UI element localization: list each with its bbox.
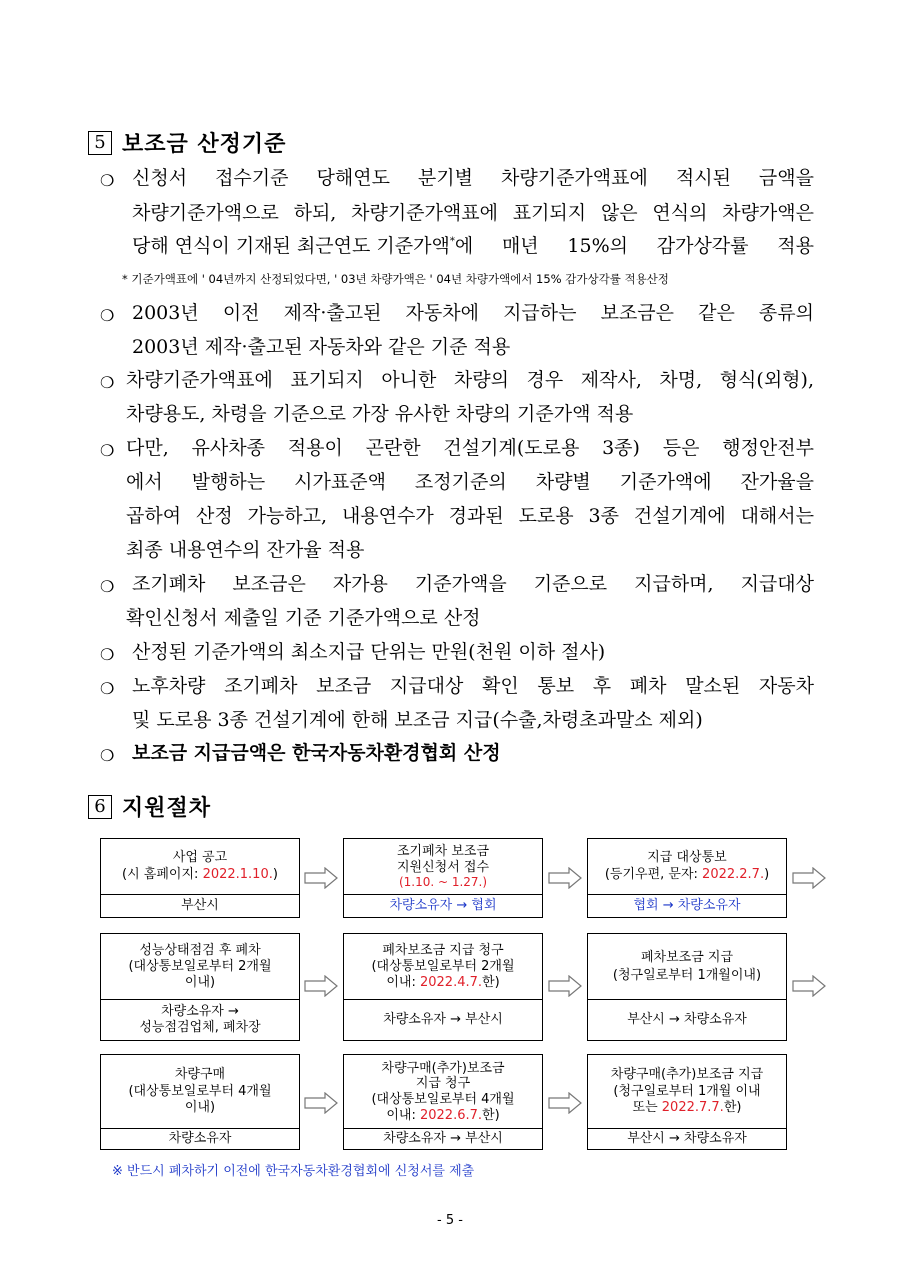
section-title: 지원절차 <box>122 796 212 821</box>
body-line: 신청서 접수기준 당해연도 분기별 차량기준가액표에 적시된 금액을 <box>132 167 814 189</box>
box-title: 성능상태점검 후 폐차 <box>139 942 261 958</box>
section-6-heading <box>88 791 211 822</box>
box-detail: (대상통보일로부터 4개월 <box>371 1092 515 1107</box>
section-5-heading <box>88 127 286 158</box>
date-highlight: 2022.7.7. <box>661 1100 724 1116</box>
arrow-right-icon <box>304 1092 338 1114</box>
body-line: 조기폐차 보조금은 자가용 기준가액을 기준으로 지급하며, 지급대상 <box>132 573 814 595</box>
body-line: 2003년 제작·출고된 자동차와 같은 기준 적용 <box>132 336 511 358</box>
flow-box-purchase <box>100 1054 300 1150</box>
flow-box-purchase-payment <box>587 1054 787 1150</box>
box-responsible: 부산시 → 차량소유자 <box>627 1011 747 1027</box>
flow-box-purchase-claim <box>343 1054 543 1150</box>
box-responsible: 협회 → 차량소유자 <box>633 897 741 913</box>
box-title: 폐차보조금 지급 <box>640 950 734 966</box>
box-detail: 이내) <box>184 975 216 991</box>
footnote-mark: * <box>449 236 455 247</box>
box-title: 차량구매(추가)보조금 지급 <box>610 1066 764 1082</box>
date-highlight: 2022.4.7. <box>419 975 483 991</box>
box-responsible: 차량소유자 → <box>161 1003 239 1019</box>
box-responsible: 차량소유자 → 협회 <box>389 897 497 913</box>
box-title: 사업 공고 <box>172 850 228 866</box>
box-detail: (대상통보일로부터 4개월 <box>128 1083 272 1099</box>
box-detail: (대상통보일로부터 2개월 <box>128 958 272 974</box>
date-highlight: 2022.1.10. <box>202 867 273 882</box>
body-line: 다만, 유사차종 적용이 곤란한 건설기계(도로용 3종) 등은 행정안전부 <box>126 437 814 459</box>
box-detail: (등기우편, 문자: 2022.2.7.) <box>604 867 770 882</box>
box-responsible: 성능점검업체, 폐차장 <box>139 1020 261 1035</box>
arrow-right-icon <box>548 1092 582 1114</box>
box-detail: 이내: 2022.6.7.한) <box>386 1107 500 1123</box>
body-line: 차량기준가액으로 하되, 차량기준가액표에 표기되지 않은 연식의 차량가액은 <box>132 202 814 224</box>
procedure-footnote: ※ 반드시 폐차하기 이전에 한국자동차환경협회에 신청서를 제출 <box>112 1164 475 1179</box>
section-title: 보조금 산정기준 <box>122 132 287 157</box>
body-line <box>132 237 814 256</box>
box-responsible: 부산시 → 차량소유자 <box>627 1130 747 1146</box>
bullet-icon: ❍ <box>100 746 115 765</box>
box-title: 지급 대상통보 <box>647 850 727 866</box>
arrow-right-icon <box>304 867 338 889</box>
box-responsible: 부산시 <box>181 897 219 913</box>
date-highlight: 2022.6.7. <box>419 1107 483 1123</box>
box-detail: (대상통보일로부터 2개월 <box>371 958 515 974</box>
body-line: 2003년 이전 제작·출고된 자동차에 지급하는 보조금은 같은 종류의 <box>132 302 814 324</box>
bullet-icon: ❍ <box>100 171 115 190</box>
box-detail: 이내) <box>184 1100 216 1116</box>
section-number: 5 <box>88 131 112 155</box>
flow-box-scrap-claim <box>343 933 543 1041</box>
body-text: 에 매년 15%의 감가상각률 적용 <box>454 235 814 257</box>
box-detail: 또는 2022.7.7.한) <box>632 1100 742 1116</box>
box-responsible: 차량소유자 <box>168 1130 232 1146</box>
bullet-icon: ❍ <box>100 645 115 664</box>
body-line: 보조금 지급금액은 한국자동차환경협회 산정 <box>132 742 501 764</box>
date-highlight: (1.10. ~ 1.27.) <box>398 875 488 890</box>
box-detail: (청구일로부터 1개월 이내 <box>613 1083 761 1099</box>
box-detail: (청구일로부터 1개월이내) <box>612 968 762 983</box>
flow-box-scrap-payment <box>587 933 787 1041</box>
body-line: 산정된 기준가액의 최소지급 단위는 만원(천원 이하 절사) <box>132 641 606 663</box>
box-title: 지원신청서 접수 <box>396 859 490 875</box>
bullet-icon: ❍ <box>100 441 115 460</box>
bullet-icon: ❍ <box>100 577 115 596</box>
date-highlight: 2022.2.7. <box>702 867 765 882</box>
box-responsible: 차량소유자 → 부산시 <box>383 1130 503 1146</box>
arrow-right-icon <box>792 867 826 889</box>
body-line: 에서 발행하는 시가표준액 조정기준의 차량별 기준가액에 잔가율을 <box>126 471 814 493</box>
flow-box-notification <box>587 838 787 918</box>
box-responsible: 차량소유자 → 부산시 <box>383 1011 503 1027</box>
arrow-right-icon <box>548 975 582 997</box>
box-title: 조기폐차 보조금 <box>396 844 490 860</box>
bullet-icon: ❍ <box>100 373 115 392</box>
flow-box-application <box>343 838 543 918</box>
page-number: - 5 - <box>437 1213 463 1228</box>
flow-box-announcement <box>100 838 300 918</box>
body-line: 곱하여 산정 가능하고, 내용연수가 경과된 도로용 3종 건설기계에 대해서는 <box>126 505 814 527</box>
box-detail: 이내: 2022.4.7.한) <box>386 975 500 991</box>
body-line: 확인신청서 제출일 기준 기준가액으로 산정 <box>126 607 481 629</box>
flow-box-inspection <box>100 933 300 1041</box>
body-line: 차량용도, 차령을 기준으로 가장 유사한 차량의 기준가액 적용 <box>126 403 634 425</box>
box-title: 차량구매(추가)보조금 <box>381 1060 505 1076</box>
box-title: 폐차보조금 지급 청구 <box>382 942 504 958</box>
box-title: 지급 청구 <box>415 1076 471 1092</box>
bullet-icon: ❍ <box>100 306 115 325</box>
section-number: 6 <box>88 795 112 819</box>
bullet-icon: ❍ <box>100 679 115 698</box>
body-line: 노후차량 조기폐차 보조금 지급대상 확인 통보 후 폐차 말소된 자동차 <box>132 675 814 697</box>
body-line: 차량기준가액표에 표기되지 아니한 차량의 경우 제작사, 차명, 형식(외형), <box>126 369 814 391</box>
arrow-right-icon <box>792 975 826 997</box>
box-detail: (시 홈페이지: 2022.1.10.) <box>122 867 278 882</box>
footnote-note: * 기준가액표에 ' 04년까지 산정되었다면, ' 03년 차량가액은 ' 04년 차량가액에서 15% 감가상각률 적용산정 <box>122 272 669 286</box>
arrow-right-icon <box>548 867 582 889</box>
box-title: 차량구매 <box>174 1066 226 1082</box>
body-line: 최종 내용연수의 잔가율 적용 <box>126 539 365 561</box>
body-line: 및 도로용 3종 건설기계에 한해 보조금 지급(수출,차령초과말소 제외) <box>132 709 703 731</box>
body-text: 당해 연식이 기재된 최근연도 기준가액 <box>132 235 450 257</box>
arrow-right-icon <box>304 975 338 997</box>
